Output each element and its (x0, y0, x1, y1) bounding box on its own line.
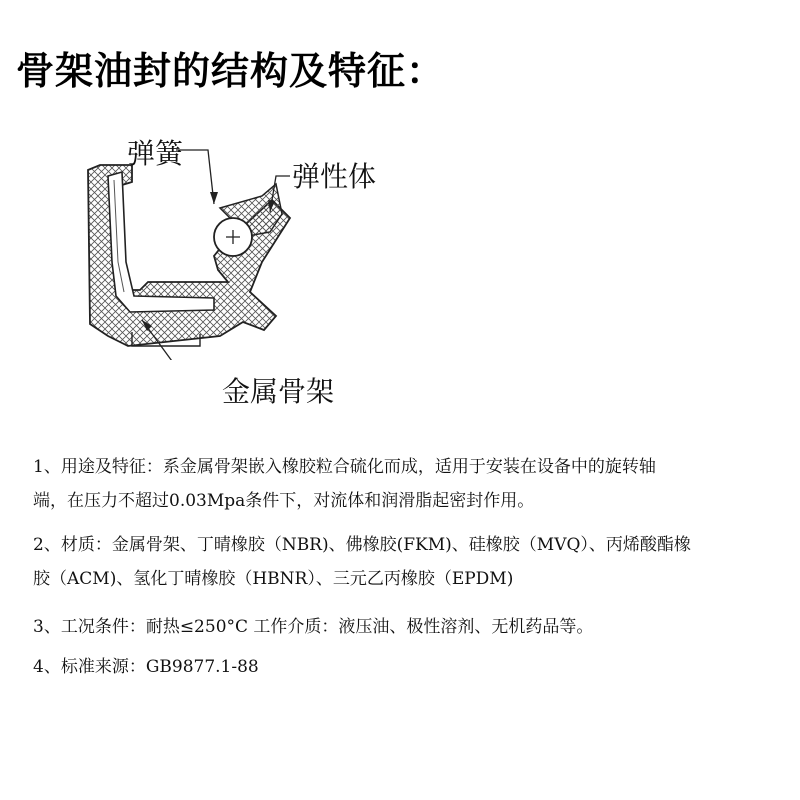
oil-seal-cross-section-diagram (70, 120, 330, 360)
metal-frame-label: 金属骨架 (222, 375, 335, 408)
item-usage-line1: 1、用途及特征：系金属骨架嵌入橡胶粒合硫化而成，适用于安装在设备中的旋转轴 (33, 457, 656, 477)
item-standard-source (33, 650, 259, 684)
item-usage-line2: 端，在压力不超过0.03Mpa条件下，对流体和润滑脂起密封作用。 (33, 491, 535, 511)
item-materials-line1: 2、材质：金属骨架、丁晴橡胶（NBR)、佛橡胶(FKM)、硅橡胶（MVQ）、丙烯酸酯橡 (33, 535, 691, 555)
item-materials (33, 528, 691, 596)
spring-label: 弹簧 (127, 137, 184, 170)
item-working-conditions-line1: 3、工况条件：耐热≤250°C 工作介质：液压油、极性溶剂、无机药品等。 (33, 617, 594, 637)
item-materials-line2: 胶（ACM)、氢化丁晴橡胶（HBNR）、三元乙丙橡胶（EPDM) (33, 569, 514, 589)
item-working-conditions (33, 610, 593, 644)
elastomer-label: 弹性体 (292, 160, 377, 193)
item-standard-source-line1: 4、标准来源：GB9877.1-88 (33, 657, 259, 677)
item-usage-features (33, 450, 656, 518)
page-title: 骨架油封的结构及特征： (16, 48, 446, 93)
